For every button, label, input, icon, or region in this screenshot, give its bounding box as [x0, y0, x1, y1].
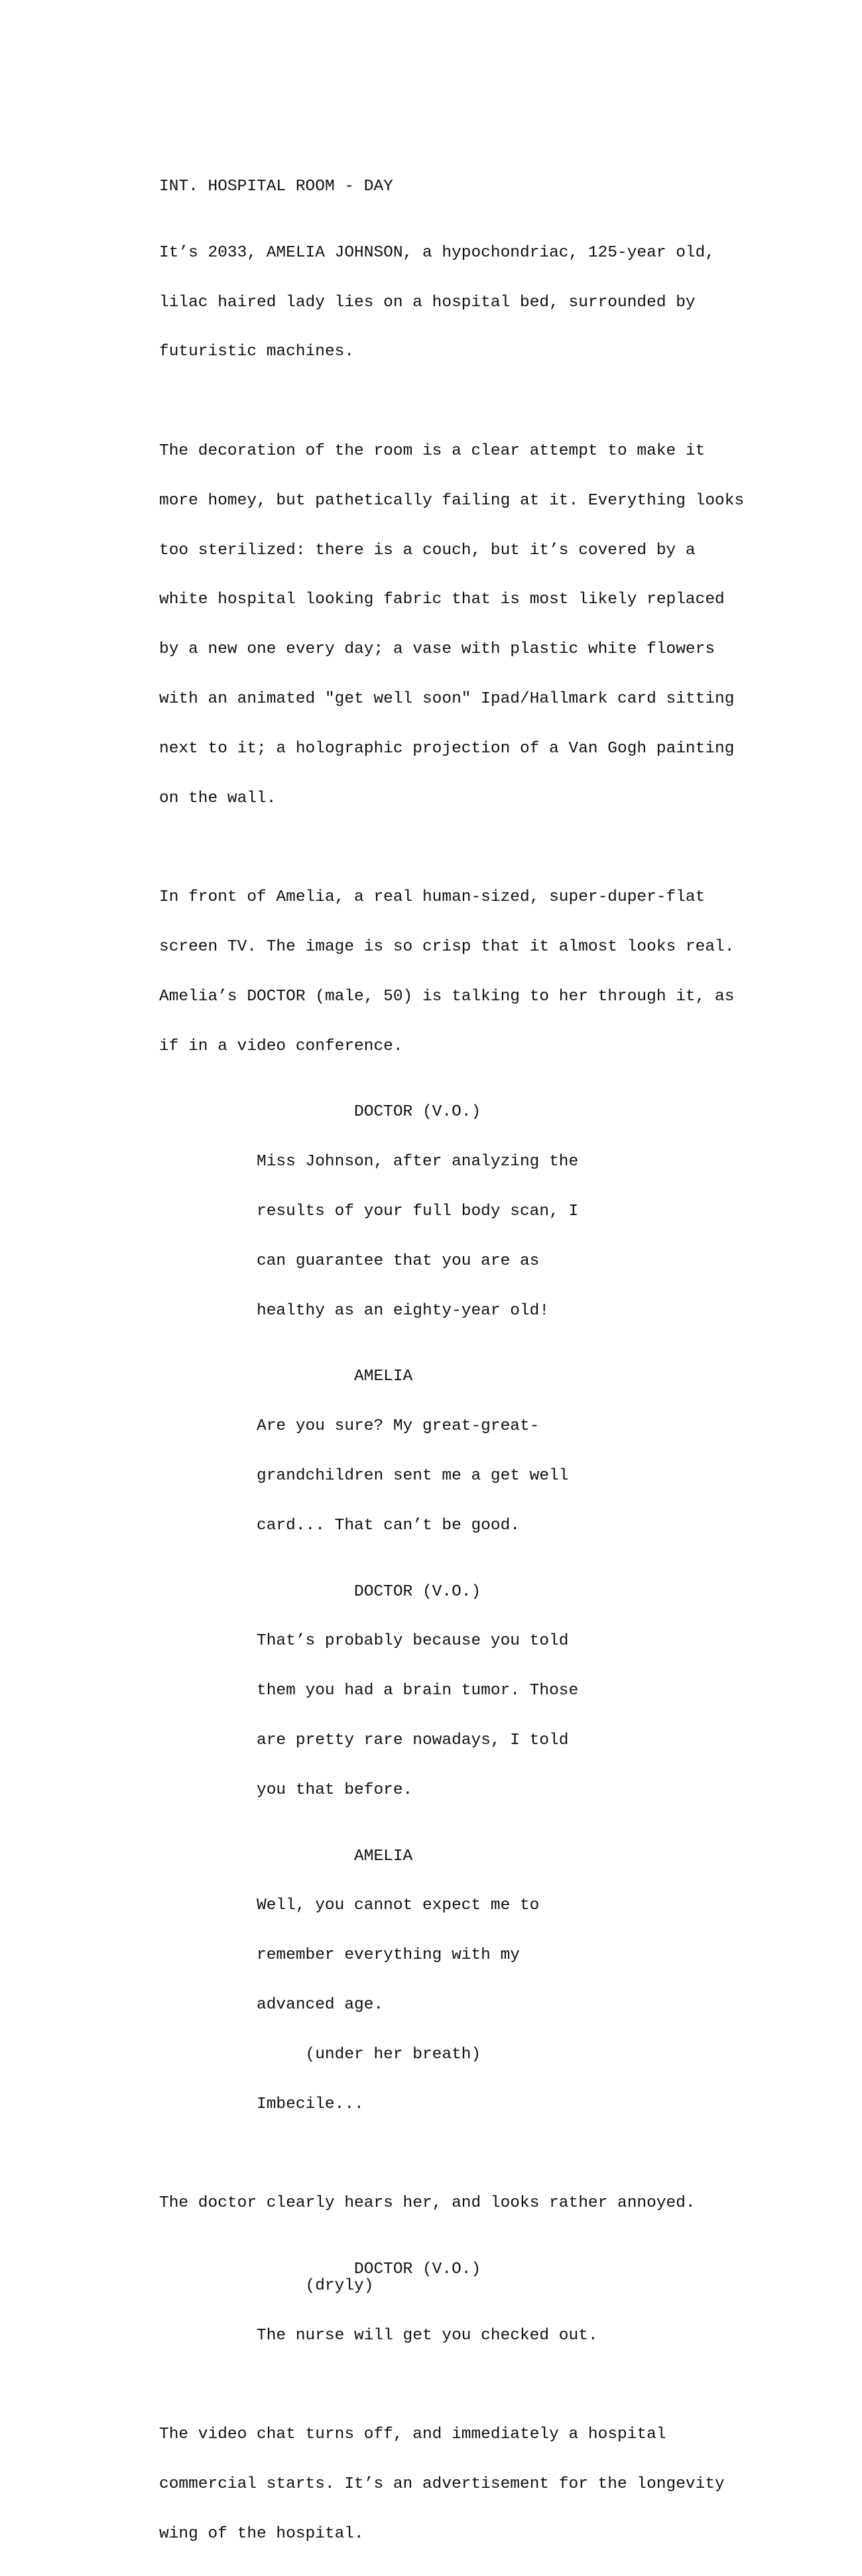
action-line: The video chat turns off, and immediately a hospital: [159, 2426, 666, 2444]
action-line: white hospital looking fabric that is most likely replaced: [159, 591, 725, 609]
dialogue-line: That’s probably because you told: [257, 1632, 569, 1651]
scene-heading: INT. HOSPITAL ROOM - DAY: [159, 178, 393, 196]
action-line: too sterilized: there is a couch, but it’s covered by a: [159, 541, 696, 559]
dialogue-block-3: [257, 1601, 769, 1832]
action-line: wing of the hospital.: [159, 2524, 364, 2543]
dialogue-line: Well, you cannot expect me to: [257, 1897, 540, 1915]
spacer: [159, 2378, 769, 2394]
dialogue-line: advanced age.: [257, 1996, 384, 2015]
dialogue-line: Imbecile...: [257, 2095, 364, 2113]
action-line: lilac haired lady lies on a hospital bed, surrounded by: [159, 293, 696, 312]
spacer: [159, 394, 769, 410]
character-cue-amelia: AMELIA: [354, 1847, 413, 1865]
action-paragraph-5: [159, 2394, 769, 2575]
action-line: more homey, but pathetically failing at it. Everything looks: [159, 491, 745, 510]
dialogue-block-4: [257, 1865, 769, 2047]
character-cue-doctor: DOCTOR (V.O.): [354, 1103, 481, 1122]
spacer: [159, 1353, 769, 1370]
dialogue-line: results of your full body scan, I: [257, 1202, 579, 1221]
action-paragraph-4: [159, 2162, 769, 2245]
screenplay-body: [159, 179, 769, 2576]
spacer: [159, 840, 769, 856]
character-cue-amelia: AMELIA: [354, 1368, 413, 1386]
spacer: [159, 2245, 769, 2262]
action-paragraph-2: [159, 410, 769, 840]
spacer: [159, 1568, 769, 1584]
action-line: The decoration of the room is a clear attempt to make it: [159, 441, 706, 460]
action-line: on the wall.: [159, 789, 277, 807]
dialogue-block-2: [257, 1385, 769, 1567]
parenthetical: (dryly): [305, 2276, 374, 2295]
character-cue-doctor: DOCTOR (V.O.): [354, 2260, 481, 2278]
dialogue-line: Are you sure? My great-great-: [257, 1417, 540, 1436]
action-line: Amelia’s DOCTOR (male, 50) is talking to her through it, as: [159, 987, 735, 1006]
parenthetical: (under her breath): [305, 2045, 481, 2064]
dialogue-line: grandchildren sent me a get well: [257, 1467, 569, 1486]
action-line: screen TV. The image is so crisp that it almost looks real.: [159, 938, 735, 957]
spacer: [159, 196, 769, 212]
dialogue-line: Miss Johnson, after analyzing the: [257, 1153, 579, 1171]
dialogue-line: them you had a brain tumor. Those: [257, 1682, 579, 1700]
spacer: [159, 1832, 769, 1849]
dialogue-line: can guarantee that you are as: [257, 1252, 540, 1270]
action-line: with an animated "get well soon" Ipad/Hallmark card sitting: [159, 690, 735, 709]
action-line: In front of Amelia, a real human-sized, super-duper-flat: [159, 888, 706, 907]
dialogue-line: card... That can’t be good.: [257, 1516, 520, 1535]
dialogue-line: healthy as an eighty-year old!: [257, 1301, 550, 1320]
character-cue-doctor: DOCTOR (V.O.): [354, 1582, 481, 1601]
spacer: [159, 1088, 769, 1105]
action-line: The doctor clearly hears her, and looks rather annoyed.: [159, 2194, 696, 2213]
action-line: It’s 2033, AMELIA JOHNSON, a hypochondriac, 125-year old,: [159, 243, 715, 262]
action-line: by a new one every day; a vase with plastic white flowers: [159, 640, 715, 659]
dialogue-line: are pretty rare nowadays, I told: [257, 1731, 569, 1750]
dialogue-line: The nurse will get you checked out.: [257, 2326, 598, 2345]
dialogue-block-5: [257, 2295, 769, 2378]
dialogue-line: remember everything with my: [257, 1946, 520, 1965]
action-line: next to it; a holographic projection of a Van Gogh painting: [159, 739, 735, 758]
action-line: futuristic machines.: [159, 343, 355, 361]
dialogue-line: you that before.: [257, 1781, 413, 1799]
action-paragraph-3: [159, 856, 769, 1088]
action-line: if in a video conference.: [159, 1037, 403, 1055]
dialogue-block-1: [257, 1121, 769, 1352]
action-paragraph-1: [159, 212, 769, 394]
action-line: commercial starts. It’s an advertisement for the longevity: [159, 2475, 725, 2494]
spacer: [159, 2146, 769, 2162]
dialogue-block-4-continued: [257, 2064, 769, 2146]
